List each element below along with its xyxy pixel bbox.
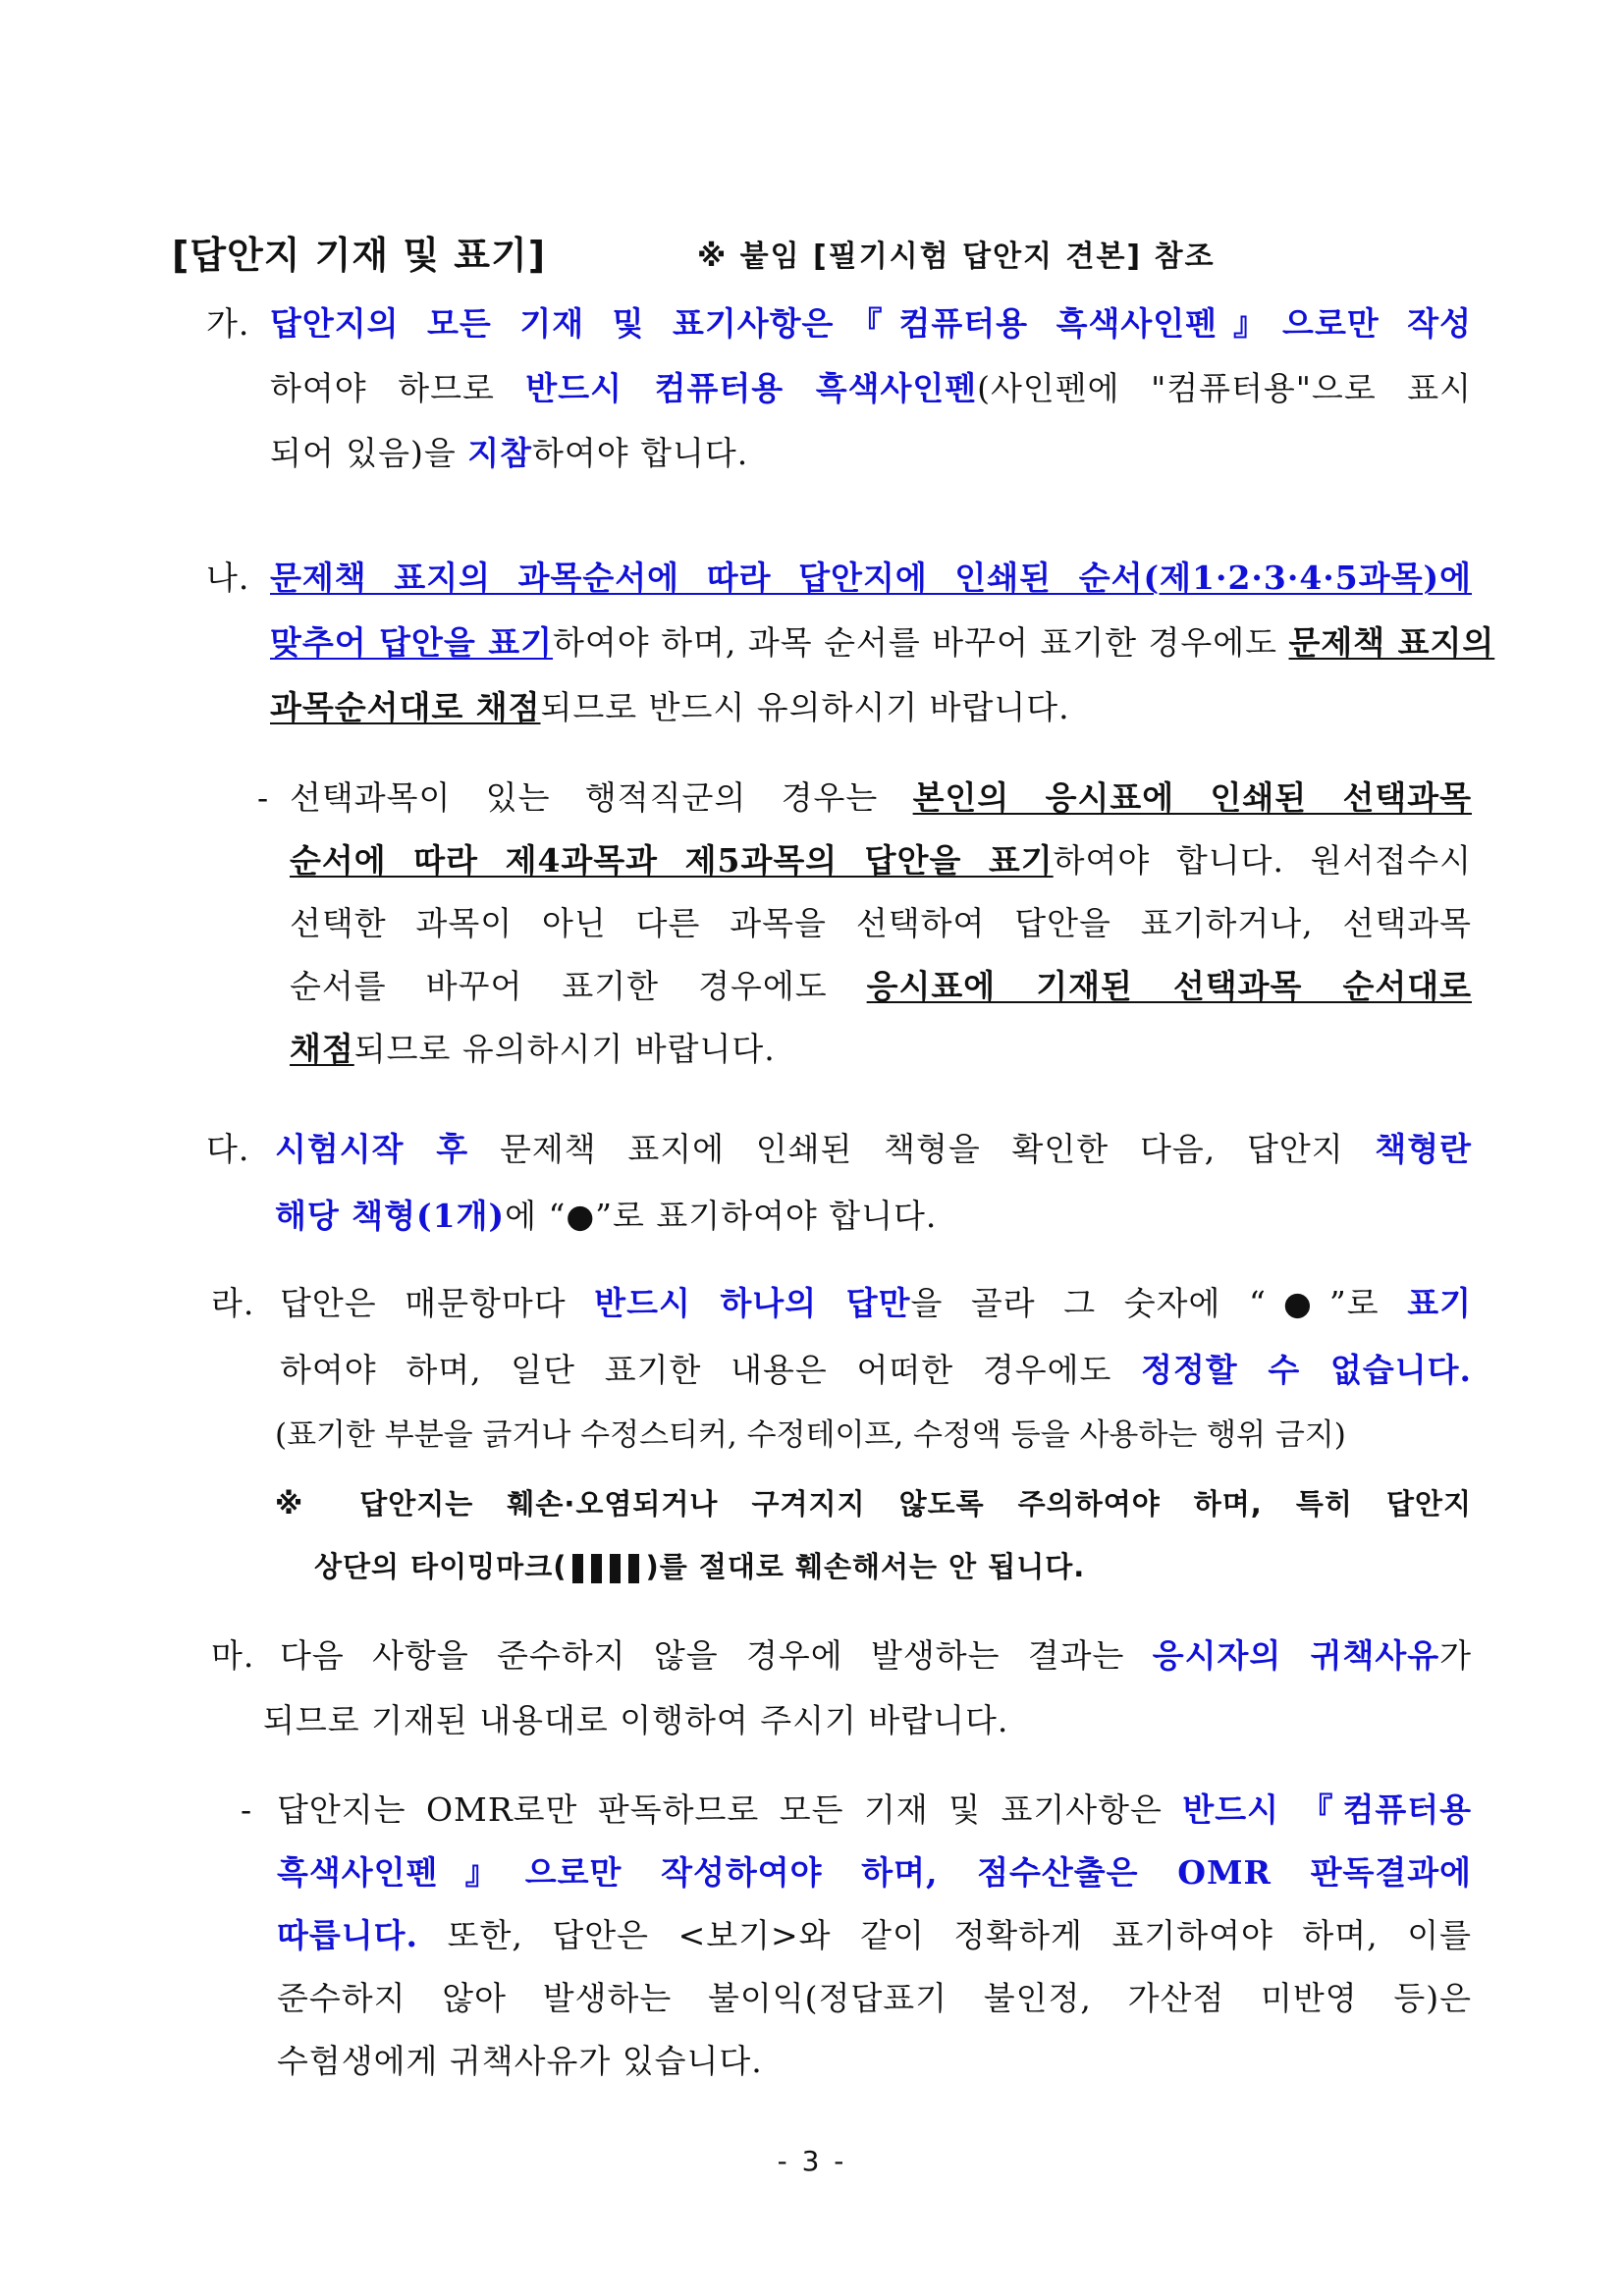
item-na-sub-line2: 순서에 따라 제4과목과 제5과목의 답안을 표기하여야 합니다. 원서접수시 — [290, 841, 1472, 880]
item-na-line2: 맞추어 답안을 표기하여야 하며, 과목 순서를 바꾸어 표기한 경우에도 문제책 표지의 — [270, 623, 1495, 662]
item-ma-sub-line4: 준수하지 않아 발생하는 불이익(정답표기 불인정, 가산점 미반영 등)은 — [277, 1979, 1472, 2017]
item-ma-sub-line1: 답안지는 OMR로만 판독하므로 모든 기재 및 표기사항은 반드시 『컴퓨터용 — [277, 1790, 1472, 1829]
item-na-sub-line5: 채점되므로 유의하시기 바랍니다. — [290, 1030, 776, 1068]
item-na-sub-line1: 선택과목이 있는 행적직군의 경우는 본인의 응시표에 인쇄된 선택과목 — [290, 778, 1472, 817]
item-ra-line2: 하여야 하며, 일단 표기한 내용은 어떠한 경우에도 정정할 수 없습니다. — [280, 1351, 1472, 1389]
item-ra-line1: 답안은 매문항마다 반드시 하나의 답만을 골라 그 숫자에 “●”로 표기 — [280, 1284, 1472, 1322]
item-ga-line3: 되어 있음)을 지참하여야 합니다. — [270, 434, 749, 472]
item-da-line2: 해당 책형(1개)에 “●”로 표기하여야 합니다. — [275, 1197, 938, 1235]
item-ma-sub-line5: 수험생에게 귀책사유가 있습니다. — [277, 2042, 763, 2080]
section-title: [답안지 기재 및 표기] — [172, 234, 547, 277]
item-na-label: 나. — [206, 559, 250, 597]
item-na-line1: 문제책 표지의 과목순서에 따라 답안지에 인쇄된 순서(제1·2·3·4·5과목)에 — [270, 559, 1473, 597]
reference-note: ※ 붙임 [필기시험 답안지 견본] 참조 — [697, 240, 1216, 274]
timing-mark-icon — [572, 1554, 639, 1583]
item-ma-line2: 되므로 기재된 내용대로 이행하여 주시기 바랍니다. — [263, 1701, 1009, 1739]
item-na-sub-line4: 순서를 바꾸어 표기한 경우에도 응시표에 기재된 선택과목 순서대로 — [290, 967, 1473, 1005]
item-da-label: 다. — [206, 1130, 250, 1168]
page-number: - 3 - — [777, 2145, 847, 2177]
item-ra-label: 라. — [211, 1284, 255, 1322]
item-ma-line1: 다음 사항을 준수하지 않을 경우에 발생하는 결과는 응시자의 귀책사유가 — [280, 1636, 1472, 1675]
item-ma-sub-dash: - — [241, 1790, 253, 1829]
item-na-sub-dash: - — [257, 778, 270, 817]
item-na-sub-line3: 선택한 과목이 아닌 다른 과목을 선택하여 답안을 표기하거나, 선택과목 — [290, 904, 1472, 942]
item-ga-line2: 하여야 하므로 반드시 컴퓨터용 흑색사인펜(사인펜에 "컴퓨터용"으로 표시 — [270, 369, 1473, 407]
item-ra-note-line2: 상단의 타이밍마크( )를 절대로 훼손해서는 안 됩니다. — [314, 1550, 1086, 1583]
item-ma-sub-line3: 따릅니다. 또한, 답안은 <보기>와 같이 정확하게 표기하여야 하며, 이를 — [277, 1916, 1472, 1954]
item-ra-line3: (표기한 부분을 긁거나 수정스티커, 수정테이프, 수정액 등을 사용하는 행위 금지) — [275, 1417, 1346, 1453]
item-na-line3: 과목순서대로 채점되므로 반드시 유의하시기 바랍니다. — [270, 688, 1070, 726]
item-ga-label: 가. — [206, 304, 250, 343]
item-ma-label: 마. — [211, 1636, 255, 1675]
item-ra-note-line1: ※ 답안지는 훼손·오염되거나 구겨지지 않도록 주의하여야 하며, 특히 답안지 — [275, 1487, 1472, 1521]
item-ga-line1: 답안지의 모든 기재 및 표기사항은『컴퓨터용 흑색사인펜』으로만 작성 — [270, 304, 1472, 343]
item-ma-sub-line2: 흑색사인펜』으로만 작성하여야 하며, 점수산출은 OMR 판독결과에 — [277, 1853, 1472, 1892]
item-da-line1: 시험시작 후 문제책 표지에 인쇄된 책형을 확인한 다음, 답안지 책형란 — [275, 1130, 1473, 1168]
